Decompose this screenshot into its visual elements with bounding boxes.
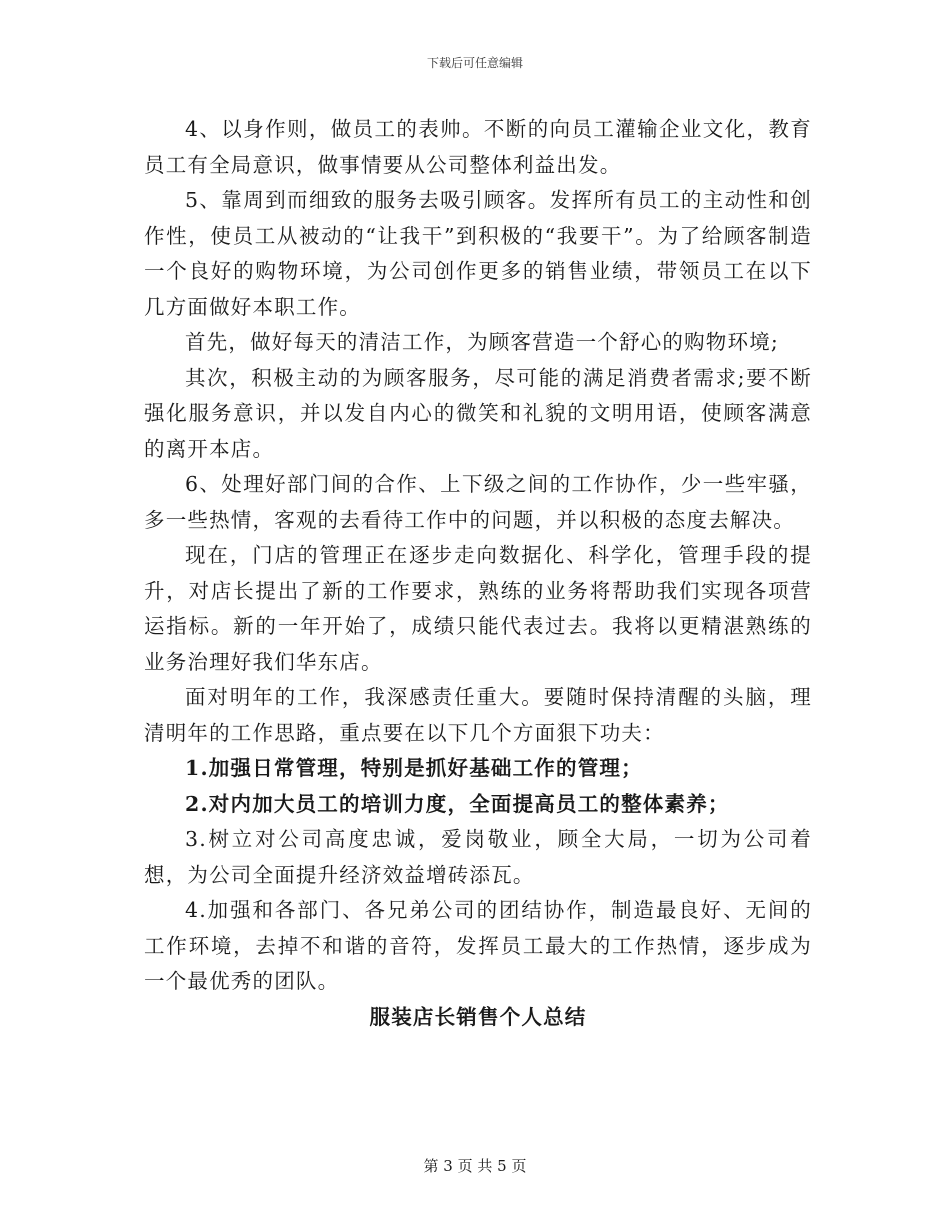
- list-item-2-staff-training: 2.对内加大员工的培训力度，全面提高员工的整体素养；: [185, 791, 730, 816]
- page-number: 第 3 页 共 5 页: [423, 1157, 527, 1175]
- paragraph-first-cleaning: 首先，做好每天的清洁工作，为顾客营造一个舒心的购物环境;: [185, 330, 780, 354]
- document-body: [144, 112, 812, 1035]
- paragraph-item-6-cooperation: 6、处理好部门间的合作、上下级之间的工作协作，少一些牢骚，多一些热情，客观的去看待工作中的问题，并以积极的态度去解决。: [144, 472, 812, 532]
- paragraph-current-management: 现在，门店的管理正在逐步走向数据化、科学化，管理手段的提升，对店长提出了新的工作要求，熟练的业务将帮助我们实现各项营运指标。新的一年开始了，成绩只能代表过去。我将以更精湛熟练的业务治理好我们华东店。: [144, 543, 812, 674]
- page-header: 下载后可任意编辑: [426, 56, 523, 70]
- list-item-1-daily-management: 1.加强日常管理，特别是抓好基础工作的管理；: [185, 756, 643, 780]
- paragraph-item-5-service: 5、靠周到而细致的服务去吸引顾客。发挥所有员工的主动性和创作性，使员工从被动的“让我干”到积极的“我要干”。为了给顾客制造一个良好的购物环境，为公司创作更多的销售业绩，带领员工在以下几方面做好本职工作。: [144, 188, 812, 319]
- list-item-3-loyalty: 3.树立对公司高度忠诚，爱岗敬业，顾全大局，一切为公司着想，为公司全面提升经济效益增砖添瓦。: [144, 827, 812, 887]
- section-title: 服装店长销售个人总结: [369, 1004, 587, 1029]
- paragraph-second-service: 其次，积极主动的为顾客服务，尽可能的满足消费者需求;要不断强化服务意识，并以发自内心的微笑和礼貌的文明用语，使顾客满意的离开本店。: [144, 365, 812, 461]
- paragraph-next-year-work: 面对明年的工作，我深感责任重大。要随时保持清醒的头脑，理清明年的工作思路，重点要在以下几个方面狠下功夫：: [144, 685, 812, 745]
- paragraph-item-4-lead-by-example: 4、以身作则，做员工的表帅。不断的向员工灌输企业文化，教育员工有全局意识，做事情要从公司整体利益出发。: [144, 117, 812, 177]
- list-item-4-teamwork: 4.加强和各部门、各兄弟公司的团结协作，制造最良好、无间的工作环境，去掉不和谐的音符，发挥员工最大的工作热情，逐步成为一个最优秀的团队。: [144, 898, 812, 993]
